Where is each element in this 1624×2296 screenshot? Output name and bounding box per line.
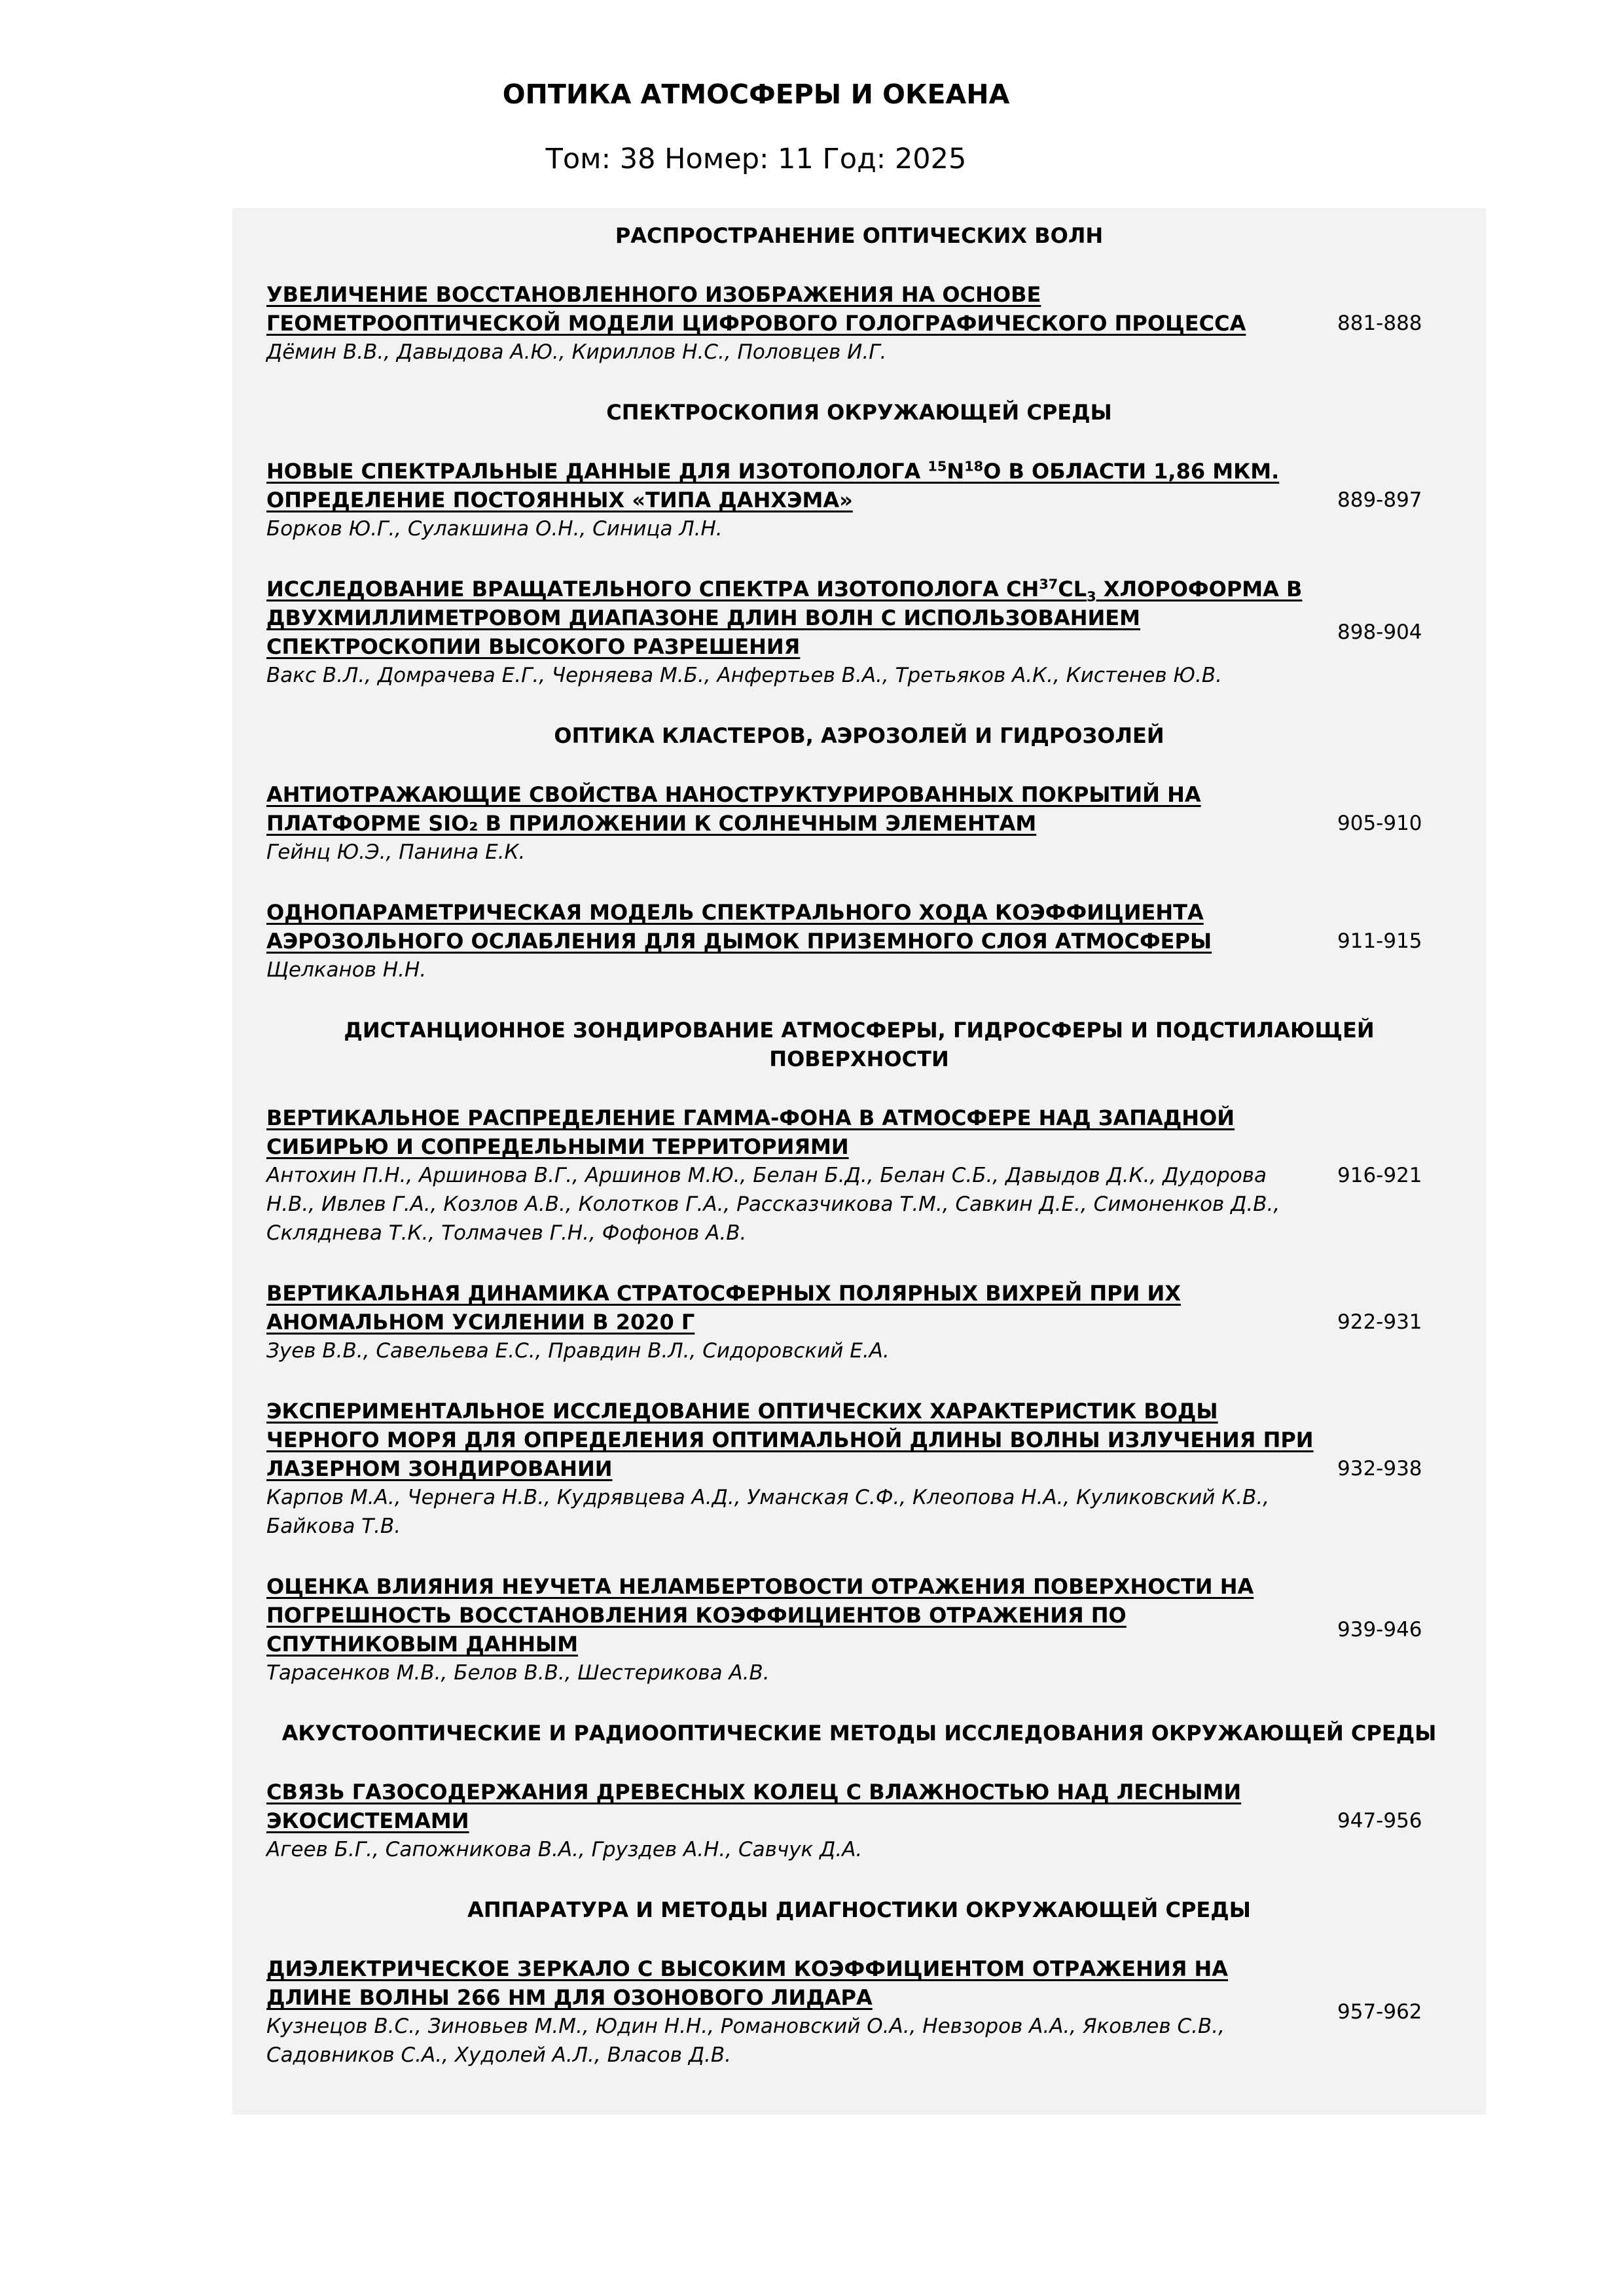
article-entry bbox=[232, 898, 1486, 984]
section-heading: РАСПРОСТРАНЕНИЕ ОПТИЧЕСКИХ ВОЛН bbox=[615, 223, 1104, 248]
title-text: ИССЛЕДОВАНИЕ ВРАЩАТЕЛЬНОГО СПЕКТРА ИЗОТОПОЛОГА CH bbox=[266, 577, 1039, 601]
article-entry bbox=[232, 280, 1486, 367]
article-authors: Щелканов Н.Н. bbox=[266, 958, 427, 982]
article-authors: Дёмин В.В., Давыдова А.Ю., Кириллов Н.С., Половцев И.Г. bbox=[266, 340, 887, 364]
isotope-superscript: 15 bbox=[928, 458, 947, 475]
article-authors: Агеев Б.Г., Сапожникова В.А., Груздев А.Н., Савчук Д.А. bbox=[266, 1838, 863, 1861]
section bbox=[232, 221, 1486, 367]
isotope-superscript: 18 bbox=[964, 458, 984, 475]
article-title-link[interactable]: ЭКСПЕРИМЕНТАЛЬНОЕ ИССЛЕДОВАНИЕ ОПТИЧЕСКИХ ХАРАКТЕРИСТИК ВОДЫ ЧЕРНОГО МОРЯ ДЛЯ ОПРЕДЕЛЕНИЯ ОПТИМАЛЬНОЙ ДЛИНЫ ВОЛНЫ ИЗЛУЧЕНИЯ ПРИ ЛАЗЕРНОМ ЗОНДИРОВАНИИ bbox=[266, 1399, 1314, 1481]
article-entry bbox=[232, 1397, 1486, 1541]
article-title-link[interactable]: АНТИОТРАЖАЮЩИЕ СВОЙСТВА НАНОСТРУКТУРИРОВАННЫХ ПОКРЫТИЙ НА ПЛАТФОРМЕ SIO₂ В ПРИЛОЖЕНИИ К СОЛНЕЧНЫМ ЭЛЕМЕНТАМ bbox=[266, 782, 1201, 836]
article-pages: 922-931 bbox=[1337, 1310, 1422, 1334]
article-authors: Зуев В.В., Савельева Е.С., Правдин В.Л., Сидоровский Е.А. bbox=[266, 1339, 890, 1363]
article-entry bbox=[232, 1279, 1486, 1365]
article-pages: 932-938 bbox=[1337, 1457, 1422, 1480]
article-title-link[interactable] bbox=[266, 457, 1319, 514]
section bbox=[232, 1895, 1486, 2070]
article-authors: Карпов М.А., Чернега Н.В., Кудрявцева А.Д., Уманская С.Ф., Клеопова Н.А., Куликовский К.В., Байкова Т.В. bbox=[266, 1486, 1270, 1538]
title-text: ХЛОРОФОРМА В ДВУХМИЛЛИМЕТРОВОМ ДИАПАЗОНЕ ДЛИН ВОЛН С ИСПОЛЬЗОВАНИЕМ СПЕКТРОСКОПИИ ВЫСОКОГО РАЗРЕШЕНИЯ bbox=[266, 577, 1303, 659]
article-authors: Антохин П.Н., Аршинова В.Г., Аршинов М.Ю., Белан Б.Д., Белан С.Б., Давыдов Д.К., Дудорова Н.В., Ивлев Г.А., Козлов А.В., Колотков Г.А., Рассказчикова Т.М., Савкин Д.Е., Симоненков Д.В., Скляднева Т.К., Толмачев Г.Н., Фофонов А.В. bbox=[266, 1164, 1280, 1245]
article-pages: 916-921 bbox=[1337, 1164, 1422, 1187]
article-pages: 881-888 bbox=[1337, 312, 1422, 335]
section-heading: АКУСТООПТИЧЕСКИЕ И РАДИООПТИЧЕСКИЕ МЕТОДЫ ИССЛЕДОВАНИЯ ОКРУЖАЮЩЕЙ СРЕДЫ bbox=[281, 1721, 1437, 1746]
article-entry bbox=[232, 575, 1486, 690]
article-title-link[interactable] bbox=[266, 575, 1319, 661]
section bbox=[232, 1719, 1486, 1864]
article-entry bbox=[232, 780, 1486, 867]
issue-line: Том: 38 Номер: 11 Год: 2025 bbox=[545, 143, 967, 175]
article-pages: 957-962 bbox=[1337, 2000, 1422, 2024]
section-heading: ОПТИКА КЛАСТЕРОВ, АЭРОЗОЛЕЙ И ГИДРОЗОЛЕЙ bbox=[554, 723, 1164, 748]
article-title-link[interactable]: ОЦЕНКА ВЛИЯНИЯ НЕУЧЕТА НЕЛАМБЕРТОВОСТИ ОТРАЖЕНИЯ ПОВЕРХНОСТИ НА ПОГРЕШНОСТЬ ВОССТАНОВЛЕНИЯ КОЭФФИЦИЕНТОВ ОТРАЖЕНИЯ ПО СПУТНИКОВЫМ ДАННЫМ bbox=[266, 1574, 1254, 1657]
article-pages: 939-946 bbox=[1337, 1618, 1422, 1641]
article-entry bbox=[232, 1572, 1486, 1687]
section-heading: АППАРАТУРА И МЕТОДЫ ДИАГНОСТИКИ ОКРУЖАЮЩЕЙ СРЕДЫ bbox=[467, 1897, 1251, 1922]
formula-subscript: 3 bbox=[1087, 588, 1096, 605]
title-text: O В ОБЛАСТИ 1,86 МКМ. ОПРЕДЕЛЕНИЕ ПОСТОЯННЫХ «ТИПА ДАНХЭМА» bbox=[266, 459, 1280, 512]
article-authors: Вакс В.Л., Домрачева Е.Г., Черняева М.Б., Анфертьев В.А., Третьяков А.К., Кистенев Ю.В. bbox=[266, 664, 1222, 687]
section bbox=[232, 1016, 1486, 1687]
isotope-superscript: 37 bbox=[1039, 576, 1058, 592]
article-pages: 947-956 bbox=[1337, 1809, 1422, 1833]
article-entry bbox=[232, 1778, 1486, 1864]
title-text: НОВЫЕ СПЕКТРАЛЬНЫЕ ДАННЫЕ ДЛЯ ИЗОТОПОЛОГА bbox=[266, 459, 928, 484]
article-title-link[interactable]: ДИЭЛЕКТРИЧЕСКОЕ ЗЕРКАЛО С ВЫСОКИМ КОЭФФИЦИЕНТОМ ОТРАЖЕНИЯ НА ДЛИНЕ ВОЛНЫ 266 НМ ДЛЯ ОЗОНОВОГО ЛИДАРА bbox=[266, 1956, 1229, 2010]
article-pages: 889-897 bbox=[1337, 488, 1422, 512]
article-title-link[interactable]: СВЯЗЬ ГАЗОСОДЕРЖАНИЯ ДРЕВЕСНЫХ КОЛЕЦ С ВЛАЖНОСТЬЮ НАД ЛЕСНЫМИ ЭКОСИСТЕМАМИ bbox=[266, 1780, 1242, 1833]
table-of-contents bbox=[232, 208, 1486, 2115]
title-text: CL bbox=[1058, 577, 1087, 601]
article-pages: 905-910 bbox=[1337, 812, 1422, 835]
article-authors: Кузнецов В.С., Зиновьев М.М., Юдин Н.Н., Романовский О.А., Невзоров А.А., Яковлев С.В., Садовников С.А., Худолей А.Л., Власов Д.В. bbox=[266, 2015, 1225, 2067]
article-entry bbox=[232, 1954, 1486, 2070]
section bbox=[232, 721, 1486, 984]
article-pages: 898-904 bbox=[1337, 620, 1422, 644]
title-text: N bbox=[947, 459, 965, 484]
article-title-link[interactable]: ВЕРТИКАЛЬНОЕ РАСПРЕДЕЛЕНИЕ ГАММА-ФОНА В АТМОСФЕРЕ НАД ЗАПАДНОЙ СИБИРЬЮ И СОПРЕДЕЛЬНЫМИ ТЕРРИТОРИЯМИ bbox=[266, 1105, 1235, 1159]
article-title-link[interactable]: ВЕРТИКАЛЬНАЯ ДИНАМИКА СТРАТОСФЕРНЫХ ПОЛЯРНЫХ ВИХРЕЙ ПРИ ИХ АНОМАЛЬНОМ УСИЛЕНИИ В 2020 Г bbox=[266, 1281, 1181, 1335]
journal-title: ОПТИКА АТМОСФЕРЫ И ОКЕАНА bbox=[502, 79, 1010, 110]
article-title-link[interactable]: УВЕЛИЧЕНИЕ ВОССТАНОВЛЕННОГО ИЗОБРАЖЕНИЯ НА ОСНОВЕ ГЕОМЕТРООПТИЧЕСКОЙ МОДЕЛИ ЦИФРОВОГО ГОЛОГРАФИЧЕСКОГО ПРОЦЕССА bbox=[266, 282, 1246, 336]
article-authors: Борков Ю.Г., Сулакшина О.Н., Синица Л.Н. bbox=[266, 517, 723, 541]
article-entry bbox=[232, 457, 1486, 543]
section bbox=[232, 398, 1486, 690]
article-authors: Тарасенков М.В., Белов В.В., Шестерикова А.В. bbox=[266, 1661, 770, 1685]
article-authors: Гейнц Ю.Э., Панина Е.К. bbox=[266, 840, 526, 864]
section-heading: СПЕКТРОСКОПИЯ ОКРУЖАЮЩЕЙ СРЕДЫ bbox=[606, 400, 1112, 425]
section-heading: ДИСТАНЦИОННОЕ ЗОНДИРОВАНИЕ АТМОСФЕРЫ, ГИДРОСФЕРЫ И ПОДСТИЛАЮЩЕЙ ПОВЕРХНОСТИ bbox=[344, 1018, 1375, 1071]
article-title-link[interactable]: ОДНОПАРАМЕТРИЧЕСКАЯ МОДЕЛЬ СПЕКТРАЛЬНОГО ХОДА КОЭФФИЦИЕНТА АЭРОЗОЛЬНОГО ОСЛАБЛЕНИЯ ДЛЯ ДЫМОК ПРИЗЕМНОГО СЛОЯ АТМОСФЕРЫ bbox=[266, 900, 1212, 954]
article-pages: 911-915 bbox=[1337, 929, 1422, 953]
article-entry bbox=[232, 1103, 1486, 1247]
